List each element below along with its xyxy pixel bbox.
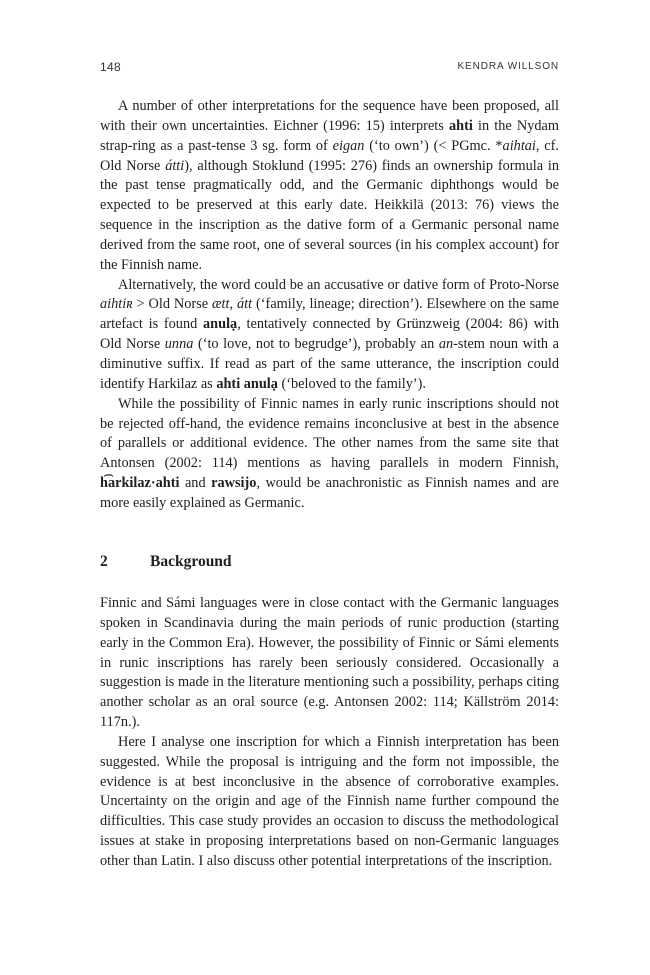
italic-term: an [438, 336, 454, 353]
text-run: in the Nydam strap-ring as a past-tense 3 sg. form of [100, 117, 559, 154]
text-run: Alternatively, the word could be an accusative or dative form of Proto-Norse [118, 276, 559, 293]
italic-term: aihtai [502, 137, 536, 154]
italic-term: ætt [212, 296, 230, 313]
text-run: (‘beloved to the family’). [277, 375, 427, 392]
italic-term: átti [165, 157, 185, 174]
bold-term: anulạ [203, 316, 238, 333]
bold-term: h͡arkilaz·ahti [100, 475, 180, 492]
running-header-author: KENDRA WILLSON [457, 61, 559, 72]
text-run: > Old Norse [132, 296, 212, 313]
text-run: Here I analyse one inscription for which a Finnish interpretation has been suggested. While the proposal is intriguing and the form not impossible, the evidence is at best inconclusive in the absence of corroborative examples. Uncertainty on the origin and age of the Finnish name further compound the difficulties. This case study provides an occasion to discuss the methodological issues at stake in proposing interpretations based on non-Germanic languages other than Latin. I also discuss other potential interpretations of the inscription. [100, 733, 559, 869]
bold-term: ahti anulạ [216, 375, 278, 392]
section-number: 2 [100, 553, 108, 570]
paragraph [100, 97, 559, 276]
text-run: ), although Stoklund (1995: 276) finds an ownership formula in the past tense pragmatically odd, and the Germanic diphthongs would be expected to be preserved at this early date. Heikkilä (2013: 76) views the sequence in the inscription as the dative form of a Germanic personal name derived from the same root, one of several sources (in his complex account) for the Finnish name. [100, 157, 559, 273]
paragraph [100, 594, 559, 733]
text-run: , tentatively connected by Grünzweig (2004: 86) with Old Norse [100, 316, 559, 353]
italic-term: átt [237, 296, 253, 313]
text-run: (‘to own’) (< PGmc. * [364, 137, 503, 154]
paragraph [100, 395, 559, 514]
paragraph [100, 733, 559, 872]
text-run: -stem noun with a diminutive suffix. If read as part of the same utterance, the inscription could identify Harkilaz as [100, 336, 560, 392]
bold-term: ahti [448, 117, 473, 134]
page-number: 148 [100, 60, 121, 74]
section-title: Background [150, 553, 232, 570]
text-run: (‘to love, not to begrudge’), probably an [193, 336, 439, 353]
paragraph [100, 276, 559, 395]
italic-term: unna [164, 336, 194, 353]
running-header [100, 60, 559, 78]
text-run: , would be anachronistic as Finnish names and are more easily explained as Germanic. [100, 475, 559, 511]
section-heading [100, 553, 559, 571]
body-text-top [100, 97, 559, 514]
text-run: (‘family, lineage; direction’). Elsewhere on the same artefact is found [100, 296, 559, 333]
text-run: Finnic and Sámi languages were in close contact with the Germanic languages spoken in Scandinavia during the main periods of runic production (starting early in the Common Era). However, the possibility of Finnic or Sámi elements in runic inscriptions has rarely been seriously considered. Occasionally a suggestion is made in the literature mentioning such a possibility, perhaps citing another scholar as an oral source (e.g. Antonsen 2002: 114; Källström 2014: 117n.). [100, 595, 559, 731]
text-run: A number of other interpretations for the sequence have been proposed, all with their own uncertainties. Eichner (1996: 15) interprets [100, 98, 559, 134]
text-run: , [229, 296, 237, 313]
text-run: While the possibility of Finnic names in early runic inscriptions should not be rejected off-hand, the evidence remains inconclusive at best in the absence of parallels or additional evidence. The other names from the same site that Antonsen (2002: 114) mentions as having parallels in modern Finnish, [100, 395, 559, 472]
italic-term: eigan [332, 137, 365, 154]
bold-term: rawsijo [211, 475, 257, 492]
text-run: , cf. Old Norse [100, 137, 559, 174]
body-text-bottom [100, 594, 559, 872]
italic-term: aihtiʀ [100, 296, 133, 313]
text-run: and [179, 475, 212, 492]
